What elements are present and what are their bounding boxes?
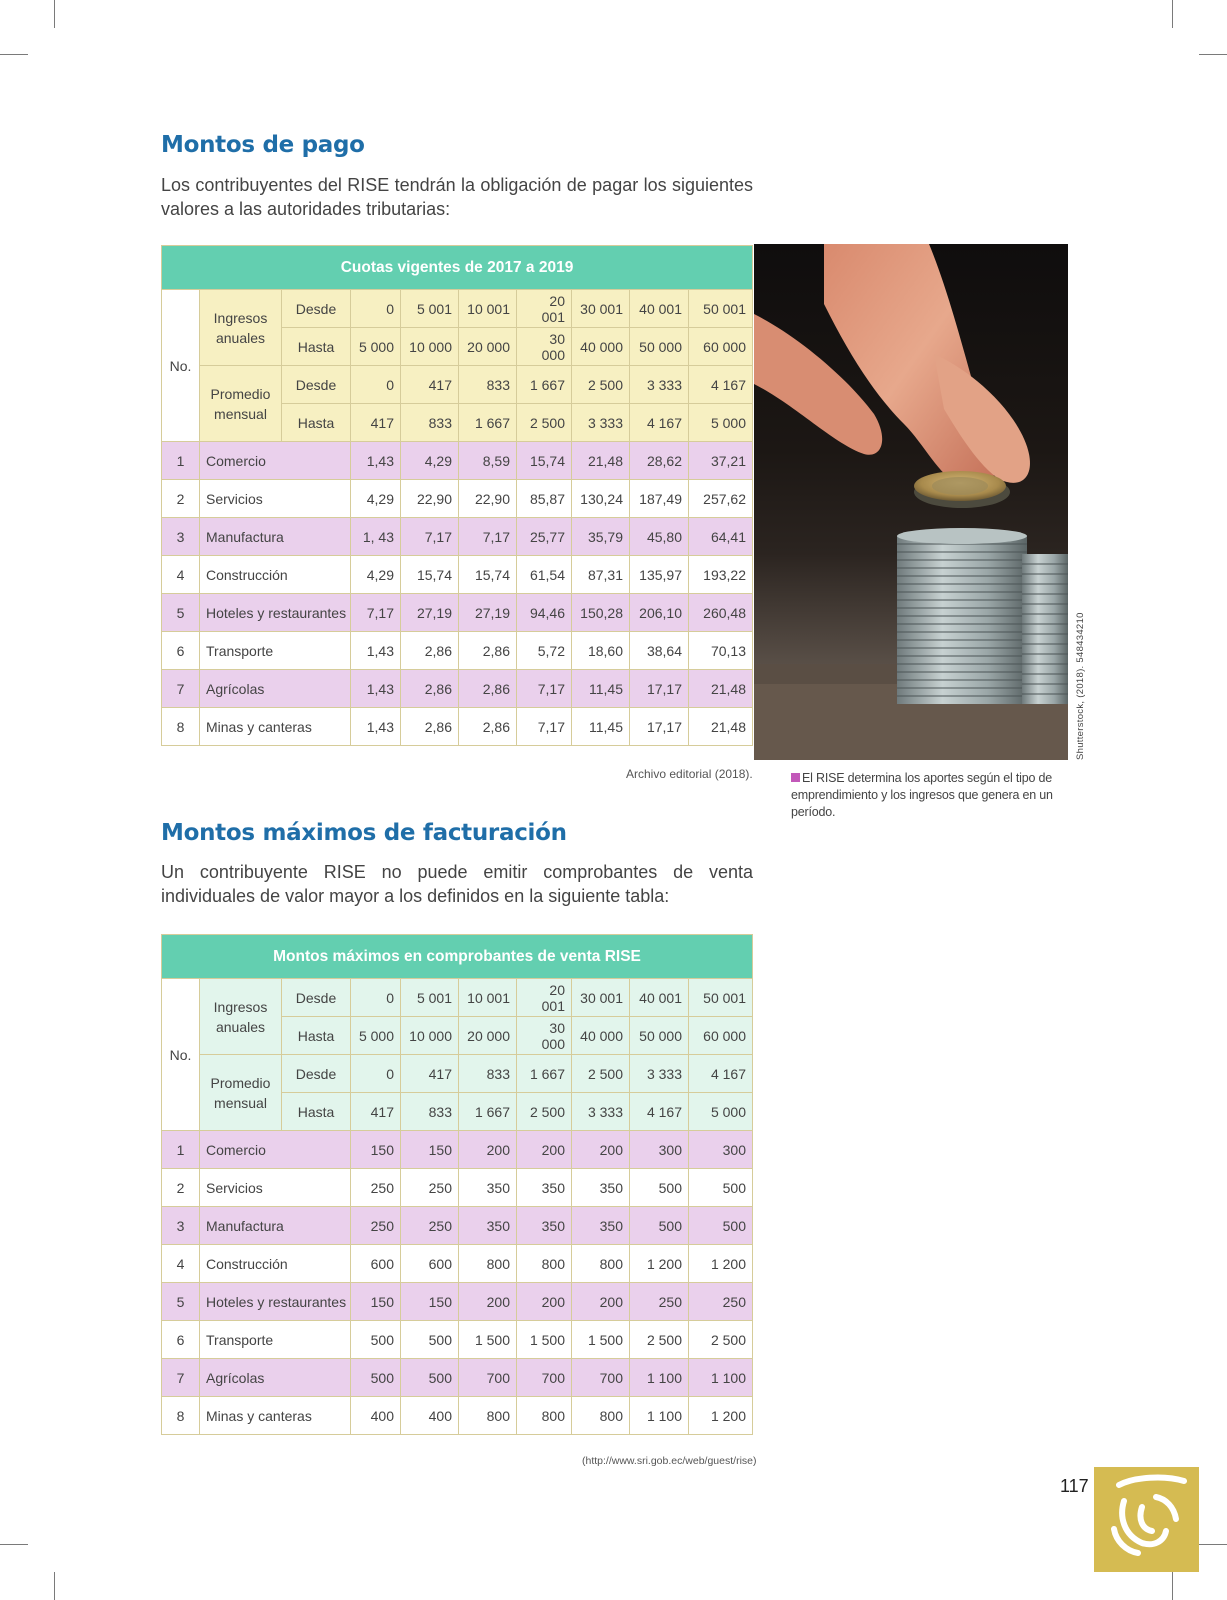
range-cell: 5 000 <box>689 404 753 442</box>
value-cell: 260,48 <box>689 594 753 632</box>
value-cell: 17,17 <box>630 708 689 746</box>
value-cell: 37,21 <box>689 442 753 480</box>
activity-name: Agrícolas <box>200 670 351 708</box>
table-row <box>162 442 753 480</box>
range-cell: 4 167 <box>630 1093 689 1131</box>
value-cell: 150 <box>401 1131 459 1169</box>
table-title: Montos máximos en comprobantes de venta RISE <box>162 935 753 979</box>
range-cell: 1 667 <box>459 404 517 442</box>
row-number: 7 <box>162 1359 200 1397</box>
value-cell: 250 <box>401 1169 459 1207</box>
montos-maximos-table-body <box>162 1131 753 1435</box>
row-number: 4 <box>162 1245 200 1283</box>
cuotas-table-body <box>162 442 753 746</box>
table-row <box>162 594 753 632</box>
row-number: 1 <box>162 1131 200 1169</box>
value-cell: 1 500 <box>572 1321 630 1359</box>
value-cell: 5,72 <box>517 632 572 670</box>
value-cell: 300 <box>630 1131 689 1169</box>
no-header: No. <box>162 290 200 442</box>
section-heading-montos-de-pago: Montos de pago <box>161 132 365 158</box>
value-cell: 250 <box>351 1207 401 1245</box>
value-cell: 1,43 <box>351 670 401 708</box>
table-row <box>162 1283 753 1321</box>
table-row <box>162 1397 753 1435</box>
value-cell: 150,28 <box>572 594 630 632</box>
value-cell: 94,46 <box>517 594 572 632</box>
row-number: 4 <box>162 556 200 594</box>
value-cell: 350 <box>459 1169 517 1207</box>
table-source: Archivo editorial (2018). <box>626 767 753 781</box>
value-cell: 21,48 <box>689 708 753 746</box>
range-cell: 4 167 <box>689 366 753 404</box>
activity-name: Hoteles y restaurantes <box>200 594 351 632</box>
range-cell: 50 000 <box>630 328 689 366</box>
value-cell: 193,22 <box>689 556 753 594</box>
value-cell: 21,48 <box>689 670 753 708</box>
value-cell: 11,45 <box>572 708 630 746</box>
value-cell: 500 <box>630 1207 689 1245</box>
value-cell: 206,10 <box>630 594 689 632</box>
intro-paragraph-facturacion: Un contribuyente RISE no puede emitir comprobantes de venta individuales de valor mayor a los definidos en la siguiente tabla: <box>161 862 753 906</box>
intro-paragraph-pago: Los contribuyentes del RISE tendrán la obligación de pagar los siguientes valores a las autoridades tributarias: <box>161 175 753 219</box>
value-cell: 250 <box>351 1169 401 1207</box>
crop-mark <box>54 1572 55 1600</box>
row-number: 3 <box>162 518 200 556</box>
value-cell: 500 <box>689 1169 753 1207</box>
range-cell: 3 333 <box>630 366 689 404</box>
range-cell: 20 000 <box>459 1017 517 1055</box>
range-cell: 30 001 <box>572 979 630 1017</box>
range-cell: 50 001 <box>689 979 753 1017</box>
row-number: 6 <box>162 632 200 670</box>
activity-name: Hoteles y restaurantes <box>200 1283 351 1321</box>
table-row <box>162 1321 753 1359</box>
value-cell: 800 <box>517 1397 572 1435</box>
value-cell: 4,29 <box>351 480 401 518</box>
row-number: 2 <box>162 480 200 518</box>
row-number: 3 <box>162 1207 200 1245</box>
cuotas-table <box>161 245 753 746</box>
value-cell: 21,48 <box>572 442 630 480</box>
value-cell: 130,24 <box>572 480 630 518</box>
value-cell: 38,64 <box>630 632 689 670</box>
range-cell: 10 001 <box>459 290 517 328</box>
range-cell: 0 <box>351 1055 401 1093</box>
value-cell: 250 <box>401 1207 459 1245</box>
range-cell: 4 167 <box>630 404 689 442</box>
value-cell: 15,74 <box>517 442 572 480</box>
value-cell: 200 <box>459 1131 517 1169</box>
table-row <box>162 1207 753 1245</box>
activity-name: Comercio <box>200 442 351 480</box>
row-number: 7 <box>162 670 200 708</box>
value-cell: 64,41 <box>689 518 753 556</box>
value-cell: 500 <box>351 1359 401 1397</box>
value-cell: 1 100 <box>630 1359 689 1397</box>
value-cell: 800 <box>572 1245 630 1283</box>
range-cell: 40 000 <box>572 1017 630 1055</box>
range-cell: 2 500 <box>517 404 572 442</box>
value-cell: 135,97 <box>630 556 689 594</box>
value-cell: 7,17 <box>351 594 401 632</box>
value-cell: 400 <box>351 1397 401 1435</box>
promedio-mensual-label: Promedio mensual <box>200 1055 282 1131</box>
value-cell: 800 <box>572 1397 630 1435</box>
corner-tab <box>1094 1467 1199 1572</box>
table-source: (http://www.sri.gob.ec/web/guest/rise) <box>582 1455 757 1467</box>
value-cell: 17,17 <box>630 670 689 708</box>
range-cell: 3 333 <box>572 1093 630 1131</box>
value-cell: 1,43 <box>351 442 401 480</box>
value-cell: 200 <box>517 1131 572 1169</box>
value-cell: 1 200 <box>689 1397 753 1435</box>
hasta-label: Hasta <box>282 1093 351 1131</box>
value-cell: 257,62 <box>689 480 753 518</box>
no-header: No. <box>162 979 200 1131</box>
range-cell: 0 <box>351 366 401 404</box>
value-cell: 87,31 <box>572 556 630 594</box>
range-cell: 30 000 <box>517 1017 572 1055</box>
range-cell: 20 001 <box>517 979 572 1017</box>
range-cell: 417 <box>351 404 401 442</box>
crop-mark <box>1199 1544 1227 1545</box>
value-cell: 350 <box>459 1207 517 1245</box>
row-number: 8 <box>162 1397 200 1435</box>
table-row <box>162 556 753 594</box>
value-cell: 200 <box>459 1283 517 1321</box>
caption-text: El RISE determina los aportes según el tipo de emprendimiento y los ingresos que genera en un período. <box>791 771 1053 819</box>
value-cell: 1 500 <box>517 1321 572 1359</box>
value-cell: 70,13 <box>689 632 753 670</box>
range-cell: 833 <box>401 404 459 442</box>
table-row <box>162 1131 753 1169</box>
value-cell: 27,19 <box>459 594 517 632</box>
value-cell: 150 <box>401 1283 459 1321</box>
value-cell: 7,17 <box>401 518 459 556</box>
value-cell: 600 <box>401 1245 459 1283</box>
table-row <box>162 670 753 708</box>
value-cell: 1 500 <box>459 1321 517 1359</box>
value-cell: 350 <box>572 1207 630 1245</box>
range-cell: 40 000 <box>572 328 630 366</box>
value-cell: 1, 43 <box>351 518 401 556</box>
value-cell: 250 <box>689 1283 753 1321</box>
crop-mark <box>1199 54 1227 55</box>
range-cell: 20 000 <box>459 328 517 366</box>
value-cell: 600 <box>351 1245 401 1283</box>
value-cell: 1 100 <box>689 1359 753 1397</box>
range-cell: 1 667 <box>517 1055 572 1093</box>
range-cell: 5 001 <box>401 979 459 1017</box>
activity-name: Construcción <box>200 556 351 594</box>
value-cell: 350 <box>517 1207 572 1245</box>
value-cell: 15,74 <box>459 556 517 594</box>
value-cell: 500 <box>401 1359 459 1397</box>
range-cell: 10 000 <box>401 328 459 366</box>
range-cell: 2 500 <box>572 366 630 404</box>
writing-hand-icon <box>1094 1467 1199 1572</box>
value-cell: 2,86 <box>401 670 459 708</box>
activity-name: Servicios <box>200 1169 351 1207</box>
value-cell: 400 <box>401 1397 459 1435</box>
page-number: 117 <box>1060 1476 1089 1496</box>
value-cell: 800 <box>459 1245 517 1283</box>
range-cell: 40 001 <box>630 979 689 1017</box>
value-cell: 350 <box>517 1169 572 1207</box>
table-row <box>162 1359 753 1397</box>
value-cell: 45,80 <box>630 518 689 556</box>
value-cell: 7,17 <box>517 708 572 746</box>
value-cell: 800 <box>517 1245 572 1283</box>
range-cell: 30 000 <box>517 328 572 366</box>
range-cell: 50 001 <box>689 290 753 328</box>
value-cell: 500 <box>351 1321 401 1359</box>
table-row <box>162 708 753 746</box>
value-cell: 800 <box>459 1397 517 1435</box>
activity-name: Comercio <box>200 1131 351 1169</box>
value-cell: 35,79 <box>572 518 630 556</box>
photo-credit: Shutterstock, (2018). 548434210 <box>1075 612 1086 760</box>
promedio-mensual-label: Promedio mensual <box>200 366 282 442</box>
table-title: Cuotas vigentes de 2017 a 2019 <box>162 246 753 290</box>
activity-name: Servicios <box>200 480 351 518</box>
range-cell: 2 500 <box>572 1055 630 1093</box>
crop-mark <box>0 54 28 55</box>
coins-illustration <box>754 244 1068 760</box>
activity-name: Transporte <box>200 632 351 670</box>
range-cell: 5 000 <box>689 1093 753 1131</box>
value-cell: 500 <box>689 1207 753 1245</box>
range-cell: 1 667 <box>517 366 572 404</box>
crop-mark <box>1172 1572 1173 1600</box>
desde-label: Desde <box>282 1055 351 1093</box>
caption-marker-icon <box>791 773 800 782</box>
row-number: 6 <box>162 1321 200 1359</box>
value-cell: 700 <box>517 1359 572 1397</box>
section-heading-montos-maximos: Montos máximos de facturación <box>161 820 567 846</box>
row-number: 5 <box>162 594 200 632</box>
value-cell: 700 <box>572 1359 630 1397</box>
range-cell: 417 <box>401 1055 459 1093</box>
coins-photo <box>754 244 1068 760</box>
crop-mark <box>54 0 55 28</box>
value-cell: 500 <box>401 1321 459 1359</box>
value-cell: 4,29 <box>401 442 459 480</box>
value-cell: 2,86 <box>401 708 459 746</box>
activity-name: Transporte <box>200 1321 351 1359</box>
table-row <box>162 480 753 518</box>
activity-name: Manufactura <box>200 518 351 556</box>
table-row <box>162 632 753 670</box>
range-cell: 50 000 <box>630 1017 689 1055</box>
value-cell: 2,86 <box>459 670 517 708</box>
value-cell: 2 500 <box>630 1321 689 1359</box>
value-cell: 200 <box>572 1283 630 1321</box>
value-cell: 1,43 <box>351 708 401 746</box>
range-cell: 833 <box>401 1093 459 1131</box>
range-cell: 417 <box>351 1093 401 1131</box>
value-cell: 2,86 <box>459 708 517 746</box>
value-cell: 7,17 <box>459 518 517 556</box>
value-cell: 2,86 <box>459 632 517 670</box>
value-cell: 2 500 <box>689 1321 753 1359</box>
desde-label: Desde <box>282 290 351 328</box>
value-cell: 200 <box>572 1131 630 1169</box>
range-cell: 5 001 <box>401 290 459 328</box>
montos-maximos-table <box>161 934 753 1435</box>
hasta-label: Hasta <box>282 328 351 366</box>
value-cell: 300 <box>689 1131 753 1169</box>
desde-label: Desde <box>282 979 351 1017</box>
range-cell: 5 000 <box>351 328 401 366</box>
range-cell: 833 <box>459 366 517 404</box>
activity-name: Minas y canteras <box>200 1397 351 1435</box>
activity-name: Manufactura <box>200 1207 351 1245</box>
range-cell: 60 000 <box>689 328 753 366</box>
activity-name: Construcción <box>200 1245 351 1283</box>
value-cell: 1 100 <box>630 1397 689 1435</box>
value-cell: 28,62 <box>630 442 689 480</box>
row-number: 8 <box>162 708 200 746</box>
value-cell: 85,87 <box>517 480 572 518</box>
value-cell: 150 <box>351 1131 401 1169</box>
ingresos-anuales-label: Ingresos anuales <box>200 979 282 1055</box>
value-cell: 27,19 <box>401 594 459 632</box>
range-cell: 0 <box>351 290 401 328</box>
value-cell: 61,54 <box>517 556 572 594</box>
range-cell: 833 <box>459 1055 517 1093</box>
range-cell: 40 001 <box>630 290 689 328</box>
value-cell: 350 <box>572 1169 630 1207</box>
value-cell: 500 <box>630 1169 689 1207</box>
range-cell: 417 <box>401 366 459 404</box>
range-cell: 0 <box>351 979 401 1017</box>
value-cell: 18,60 <box>572 632 630 670</box>
crop-mark <box>1172 0 1173 28</box>
range-cell: 10 000 <box>401 1017 459 1055</box>
row-number: 2 <box>162 1169 200 1207</box>
photo-caption <box>791 770 1059 821</box>
value-cell: 1 200 <box>689 1245 753 1283</box>
range-cell: 4 167 <box>689 1055 753 1093</box>
range-cell: 1 667 <box>459 1093 517 1131</box>
row-number: 1 <box>162 442 200 480</box>
value-cell: 22,90 <box>401 480 459 518</box>
value-cell: 22,90 <box>459 480 517 518</box>
value-cell: 11,45 <box>572 670 630 708</box>
value-cell: 187,49 <box>630 480 689 518</box>
table-row <box>162 1169 753 1207</box>
value-cell: 15,74 <box>401 556 459 594</box>
value-cell: 4,29 <box>351 556 401 594</box>
hasta-label: Hasta <box>282 404 351 442</box>
value-cell: 200 <box>517 1283 572 1321</box>
row-number: 5 <box>162 1283 200 1321</box>
range-cell: 3 333 <box>630 1055 689 1093</box>
activity-name: Minas y canteras <box>200 708 351 746</box>
range-cell: 10 001 <box>459 979 517 1017</box>
range-cell: 2 500 <box>517 1093 572 1131</box>
activity-name: Agrícolas <box>200 1359 351 1397</box>
value-cell: 150 <box>351 1283 401 1321</box>
crop-mark <box>0 1544 28 1545</box>
table-row <box>162 518 753 556</box>
range-cell: 5 000 <box>351 1017 401 1055</box>
ingresos-anuales-label: Ingresos anuales <box>200 290 282 366</box>
value-cell: 2,86 <box>401 632 459 670</box>
value-cell: 1,43 <box>351 632 401 670</box>
value-cell: 700 <box>459 1359 517 1397</box>
value-cell: 250 <box>630 1283 689 1321</box>
hasta-label: Hasta <box>282 1017 351 1055</box>
table-row <box>162 1245 753 1283</box>
desde-label: Desde <box>282 366 351 404</box>
range-cell: 30 001 <box>572 290 630 328</box>
range-cell: 3 333 <box>572 404 630 442</box>
value-cell: 7,17 <box>517 670 572 708</box>
range-cell: 20 001 <box>517 290 572 328</box>
value-cell: 8,59 <box>459 442 517 480</box>
value-cell: 25,77 <box>517 518 572 556</box>
range-cell: 60 000 <box>689 1017 753 1055</box>
value-cell: 1 200 <box>630 1245 689 1283</box>
